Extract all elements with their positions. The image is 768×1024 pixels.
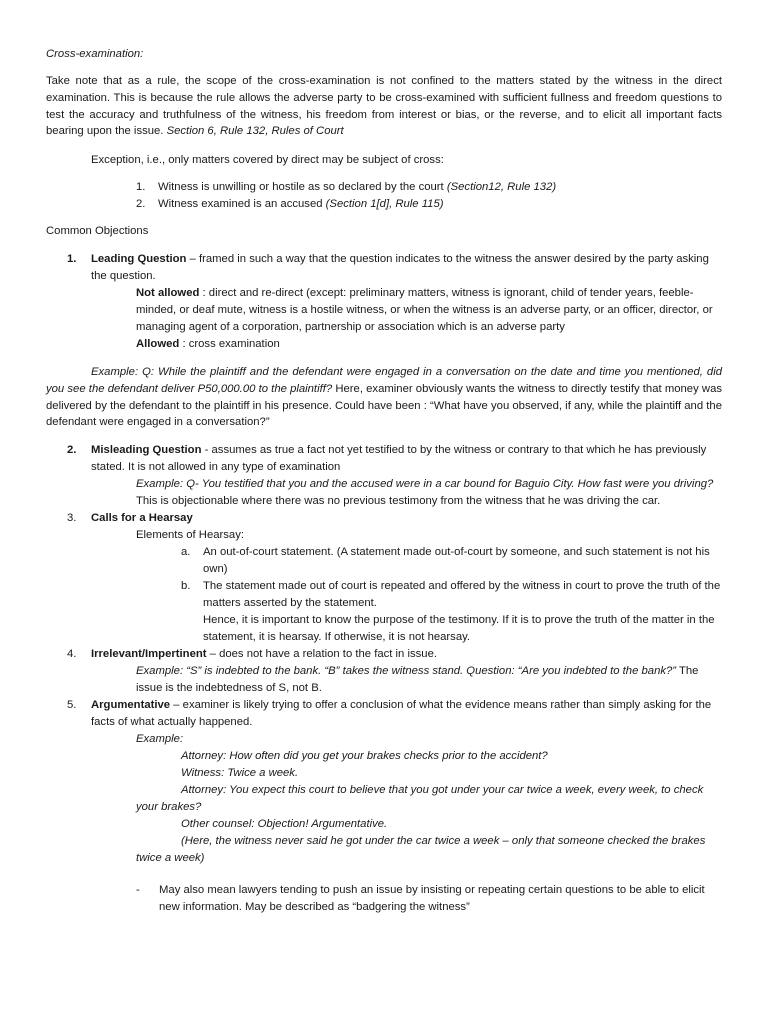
- exception-cite: (Section 1[d], Rule 115): [325, 198, 444, 210]
- item-number: 1.: [67, 253, 77, 265]
- irrelevant-item: [91, 646, 722, 663]
- exception-num: 1.: [136, 181, 146, 193]
- heading: Cross-examination:: [46, 48, 144, 60]
- element-text: An out-of-court statement. (A statement made out-of-court by someone, and such statement is not his own): [203, 546, 710, 575]
- exception-item-2: [136, 196, 736, 213]
- hearsay-title: Calls for a Hearsay: [91, 512, 193, 524]
- leading-question: [91, 251, 722, 285]
- bullet-text: May also mean lawyers tending to push an issue by insisting or repeating certain questions to be able to elicit new information. May be described as “badgering the witness”: [159, 884, 705, 913]
- objections-title: Common Objections: [46, 225, 149, 237]
- misleading-note: This is objectionable where there was no previous testimony from the witness that he was driving the car.: [136, 495, 661, 507]
- item-number: 2.: [67, 444, 77, 456]
- allowed-label: Allowed: [136, 338, 180, 350]
- item-title: Leading Question: [91, 253, 187, 265]
- example-rest: Here, examiner obviously wants the witness to directly testify that money was delivered by the defendant to the plaintiff in his presence. Could have been : “What have you observed, if any, while the plaintiff and the defendant were engaged in a conversation?”: [46, 382, 722, 429]
- item-desc: – examiner is likely trying to offer a conclusion of what the evidence means rather than simply asking for the facts of what actually happened.: [91, 699, 712, 728]
- item-number: 3.: [67, 512, 77, 524]
- exception-cite: (Section12, Rule 132): [446, 181, 557, 193]
- misleading-question: [91, 442, 722, 476]
- element-letter: b.: [181, 580, 191, 592]
- exception-num: 2.: [136, 198, 146, 210]
- intro-text: Take note that as a rule, the scope of the cross-examination is not confined to the matters stated by the witness in the direct examination. This is because the rule allows the adverse party to be cross-examined with sufficient fullness and freedom questions to test the accuracy and truthfulness of the witness, his freedom from interest or bias, or the reverse, and to elicit all important facts bearing upon the issue.: [46, 75, 722, 138]
- item-desc: – framed in such a way that the question indicates to the witness the answer desired by the party asking the question.: [91, 253, 709, 282]
- item-number: 5.: [67, 699, 77, 711]
- dialogue-attorney: Attorney: You expect this court to believe that you got under your car twice a week, every week, to check your brakes?: [136, 784, 704, 813]
- element-letter: a.: [181, 546, 191, 558]
- allowed: [136, 336, 722, 353]
- exception-line: Exception, i.e., only matters covered by direct may be subject of cross:: [91, 154, 444, 166]
- bullet-mark: -: [136, 884, 140, 896]
- example-italic: Example: Q: While the plaintiff and the defendant were engaged in a conversation on the date and time you mentioned, did you see the defendant deliver P50,000.00 to the plaintiff?: [46, 366, 722, 395]
- intro-paragraph: [46, 73, 722, 140]
- item-desc: - assumes as true a fact not yet testified to by the witness or contrary to that which he has previously stated. It is not allowed in any type of examination: [91, 444, 707, 473]
- irrelevant-example: [136, 663, 722, 697]
- misleading-example: Example: Q- You testified that you and the accused were in a car bound for Baguio City. How fast were you driving?: [136, 478, 714, 490]
- item-desc: – does not have a relation to the fact in issue.: [206, 648, 437, 660]
- hearsay-elements-label: Elements of Hearsay:: [136, 529, 244, 541]
- dialogue-line: Attorney: How often did you get your brakes checks prior to the accident?: [181, 750, 548, 762]
- not-allowed: [136, 285, 722, 335]
- dialogue-counsel: Other counsel: Objection! Argumentative.: [181, 818, 388, 830]
- item-title: Misleading Question: [91, 444, 202, 456]
- exception-text: Witness examined is an accused: [158, 198, 326, 210]
- not-allowed-label: Not allowed: [136, 287, 200, 299]
- element-text: The statement made out of court is repeated and offered by the witness in court to prove the truth of the matters asserted by the statement.: [203, 580, 721, 609]
- example-label: Example:: [136, 733, 184, 745]
- not-allowed-text: : direct and re-direct (except: preliminary matters, witness is ignorant, child of tender years, feeble-minded, or deaf mute, witness is a hostile witness, or when the witness is an adverse party, or an officer, director, or managing agent of a corporation, partnership or association which is an adverse party: [136, 287, 713, 333]
- leading-example: [46, 364, 722, 431]
- dialogue-line: Witness: Twice a week.: [181, 767, 299, 779]
- item-title: Argumentative: [91, 699, 171, 711]
- allowed-text: : cross examination: [179, 338, 280, 350]
- item-title: Irrelevant/Impertinent: [91, 648, 207, 660]
- intro-citation: Section 6, Rule 132, Rules of Court: [166, 125, 344, 138]
- item-number: 4.: [67, 648, 77, 660]
- example-italic: Example: “S” is indebted to the bank. “B” takes the witness stand. Question: “Are you indebted to the bank?”: [136, 665, 677, 677]
- argumentative-item: [91, 697, 722, 731]
- exception-item-1: [136, 179, 736, 196]
- exception-text: Witness is unwilling or hostile as so declared by the court: [158, 181, 447, 193]
- dialogue-note: (Here, the witness never said he got under the car twice a week – only that someone checked the brakes twice a week): [136, 835, 706, 864]
- hearsay-hence: Hence, it is important to know the purpose of the testimony. If it is to prove the truth of the matter in the statement, it is hearsay. If otherwise, it is not hearsay.: [203, 614, 715, 643]
- example-rest: The issue is the indebtedness of S, not B.: [136, 665, 699, 694]
